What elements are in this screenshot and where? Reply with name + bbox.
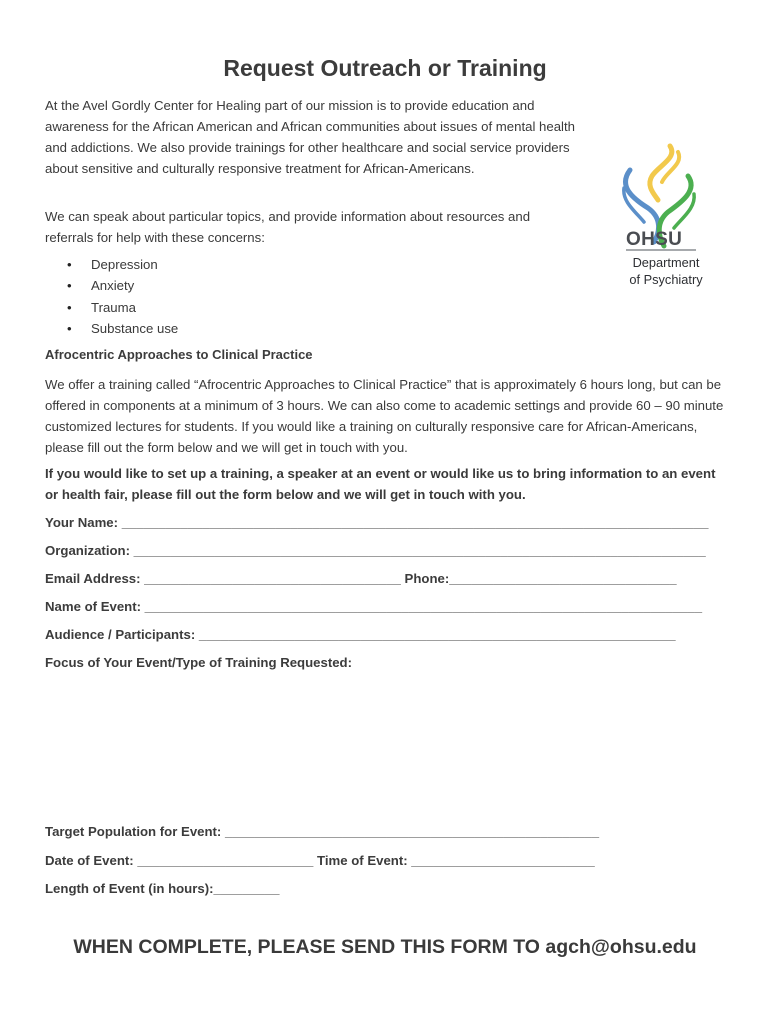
list-item: • Depression	[45, 254, 178, 275]
your-name-field[interactable]: Your Name: ________________________________________________________________________________	[45, 515, 709, 530]
target-population-field[interactable]: Target Population for Event: ___________________________________________________	[45, 824, 600, 839]
ohsu-logo-name: OHSU	[626, 229, 683, 250]
date-time-field[interactable]: Date of Event: ________________________ Time of Event: _________________________	[45, 853, 595, 868]
intro-paragraph: At the Avel Gordly Center for Healing part of our mission is to provide education and awareness for the African American and African communities about issues of mental health and addictions. We also provide trainings for other healthcare and social service providers about sensitive and culturally responsive treatment for African-Americans.	[45, 98, 575, 176]
page-title: Request Outreach or Training	[223, 55, 547, 81]
email-phone-field[interactable]: Email Address: ___________________________________ Phone:_______________________________	[45, 571, 677, 586]
submission-instruction: WHEN COMPLETE, PLEASE SEND THIS FORM TO agch@ohsu.edu	[73, 936, 697, 958]
list-item: • Substance use	[45, 318, 178, 339]
department-line-2: of Psychiatry	[629, 272, 703, 287]
event-name-field[interactable]: Name of Event: ____________________________________________________________________________	[45, 599, 703, 614]
list-item: • Anxiety	[45, 275, 178, 296]
department-label	[624, 254, 708, 288]
concerns-intro: We can speak about particular topics, and provide information about resources and referrals for help with these concerns:	[45, 209, 531, 245]
audience-field[interactable]: Audience / Participants: _________________________________________________________________	[45, 627, 676, 642]
organization-field[interactable]: Organization: ______________________________________________________________________________	[45, 543, 706, 558]
section-heading: Afrocentric Approaches to Clinical Practice	[45, 347, 313, 362]
section-paragraph: We offer a training called “Afrocentric Approaches to Clinical Practice” that is approximately 6 hours long, but can be offered in components at a minimum of 3 hours. We can also come to academic settings and provide 60 – 90 minute customized lectures for students. If you would like a training on culturally responsive care for African-Americans, please fill out the form below and we will get in touch with you.	[45, 377, 724, 455]
department-line-1: Department	[632, 255, 700, 270]
call-to-action: If you would like to set up a training, a speaker at an event or would like us to bring information to an event or health fair, please fill out the form below and we will get in touch with you.	[45, 466, 716, 502]
length-field[interactable]: Length of Event (in hours):_________	[45, 881, 280, 896]
focus-field-label: Focus of Your Event/Type of Training Requested:	[45, 655, 353, 670]
concerns-list	[45, 254, 178, 339]
list-item: • Trauma	[45, 297, 178, 318]
